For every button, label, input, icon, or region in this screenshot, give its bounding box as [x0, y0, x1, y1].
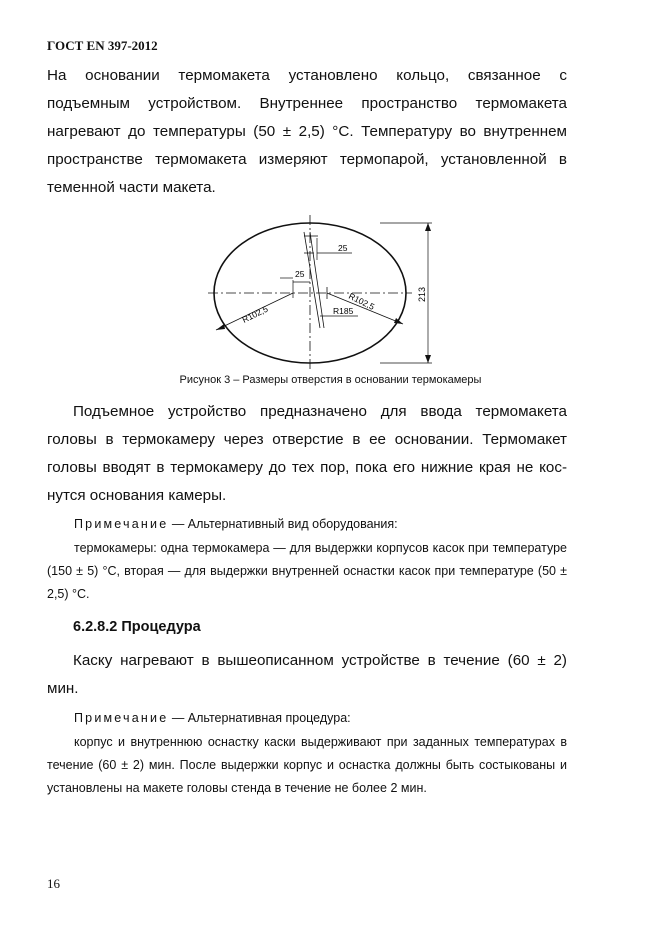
r185-label: R185 [333, 306, 354, 316]
paragraph-lift-device: Подъемное устройство предназначено для ввода термомакета головы в термокамеру через отверстие в ее основании. Термомакет головы вводят в термокамеру до тех пор, пока его нижние края не кос-нутся основания камеры. [47, 403, 567, 504]
r-left-label: R102,5 [240, 303, 270, 325]
note-label: Примечание [74, 711, 169, 725]
dim-top-label: 25 [338, 243, 348, 253]
document-header: ГОСТ EN 397-2012 [47, 38, 158, 53]
paragraph-heating: Каску нагревают в вышеописанном устройстве в течение (60 ± 2) мин. [47, 652, 567, 697]
note-heading-text: — Альтернативный вид оборудования: [168, 517, 398, 531]
height-label: 213 [417, 286, 427, 302]
note-label: Примечание [74, 517, 169, 531]
note-text-procedure: корпус и внутреннюю оснастку каски выдерживают при заданных температурах в течение (60 ± 2) мин. После выдержки корпус и оснастка должны быть состыкованы и установлены на макете головы стенда в течение не более 2 мин. [47, 735, 567, 795]
note-text-equipment: термокамеры: одна термокамера — для выдержки корпусов касок при температуре (150 ± 5) °С, вторая — для выдержки внутренней оснастки касок при температуре (50 ± 2,5) °С. [47, 541, 567, 601]
section-heading-procedure: 6.2.8.2 Процедура [73, 619, 201, 635]
note-heading-procedure [74, 707, 567, 730]
arrow-down [425, 355, 431, 363]
arrow-up [425, 223, 431, 231]
figure-caption: Рисунок 3 – Размеры отверстия в основании термокамеры [179, 374, 482, 386]
note-heading-equipment [74, 513, 567, 536]
page-number: 16 [47, 876, 60, 891]
note-heading-text: — Альтернативная процедура: [168, 711, 351, 725]
dim-left-label: 25 [295, 269, 305, 279]
r-left-arrow [216, 324, 225, 330]
r-right-label: R102,5 [347, 290, 377, 312]
paragraph-thermomodel: На основании термомакета установлено кольцо, связанное с подъемным устройством. Внутреннее пространство термомакета нагревают до температуры (50 ± 2,5) °С. Температуру во внутреннем пространстве термомакета измеряют термопарой, установленной в теменной части макета. [47, 67, 567, 196]
opening-dimension-diagram [200, 210, 450, 375]
figure-opening-diagram [200, 210, 450, 375]
